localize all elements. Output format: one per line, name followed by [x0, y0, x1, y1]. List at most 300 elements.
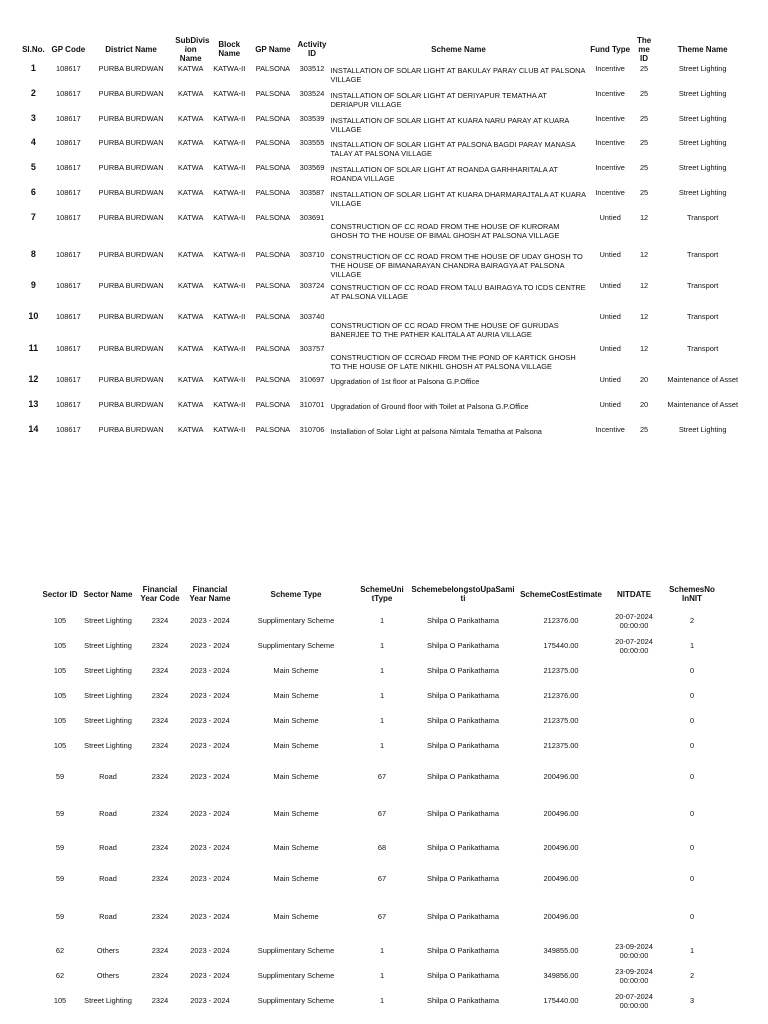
cell-fy-name: 2023 - 2024 [190, 716, 230, 725]
cell-gp-name: PALSONA [255, 114, 291, 123]
cell-gp-code: 108617 [56, 64, 81, 73]
table-row [18, 425, 750, 450]
header-district-name: District Name [105, 44, 157, 54]
cell-sector-name: Street Lighting [84, 641, 132, 650]
cell-subdivision: KATWA [177, 344, 204, 353]
cell-activity-id: 310706 [299, 425, 325, 434]
cell-fy-name: 2023 - 2024 [190, 809, 230, 818]
table-row [18, 213, 750, 250]
cell-belongs-to: Shilpa O Parikathama [427, 809, 499, 818]
cell-sector-name: Road [99, 809, 117, 818]
cell-scheme-type: Main Scheme [273, 716, 319, 725]
cell-theme-id: 25 [639, 64, 649, 73]
cell-theme-name: Maintenance of Asset [667, 400, 739, 409]
cell-fy-name: 2023 - 2024 [190, 616, 230, 625]
cell-district: PURBA BURDWAN [98, 250, 164, 259]
cell-subdivision: KATWA [177, 188, 204, 197]
cell-sector-id: 105 [53, 691, 67, 700]
cell-sector-name: Street Lighting [84, 691, 132, 700]
table-row [40, 938, 720, 963]
cell-sector-id: 59 [55, 911, 65, 921]
cell-fund-type: Incentive [595, 163, 625, 172]
cell-block: KATWA-II [213, 138, 246, 147]
cell-cost-estimate: 212375.00 [543, 716, 579, 725]
cell-activity-id: 303512 [299, 64, 325, 73]
cell-cost-estimate: 200496.00 [543, 772, 579, 781]
header-scheme-name: Scheme Name [431, 44, 486, 54]
cell-scheme-type: Main Scheme [273, 874, 319, 883]
cell-activity-id: 310701 [299, 400, 325, 409]
cell-unit-type: 1 [379, 616, 385, 625]
cell-unit-type: 1 [379, 741, 385, 750]
cell-sector-id: 105 [53, 741, 67, 750]
cell-subdivision: KATWA [177, 375, 204, 384]
cell-block: KATWA-II [213, 213, 246, 222]
cell-fy-code: 2324 [151, 946, 169, 955]
header-nit-date: NITDATE [616, 589, 652, 599]
cell-nit-date: 23-09-2024 00:00:00 [615, 966, 653, 985]
cell-cost-estimate: 200496.00 [543, 809, 579, 818]
cell-cost-estimate: 175440.00 [543, 641, 579, 650]
table-row [18, 375, 750, 400]
cell-scheme-name: INSTALLATION OF SOLAR LIGHT AT KUARA NARU PARAY AT KUARA VILLAGE [330, 116, 569, 134]
cell-fund-type: Untied [599, 213, 621, 222]
cell-block: KATWA-II [213, 344, 246, 353]
cell-scheme-name: INSTALLATION OF SOLAR LIGHT AT DERIYAPUR TEMATHA AT DERIAPUR VILLAGE [330, 91, 547, 109]
cell-cost-estimate: 200496.00 [543, 874, 579, 883]
cell-theme-name: Street Lighting [678, 138, 727, 147]
cell-district: PURBA BURDWAN [98, 188, 164, 197]
cell-scheme-type: Supplimentary Scheme [257, 996, 335, 1005]
cell-fy-code: 2324 [151, 741, 169, 750]
cell-sector-name: Street Lighting [84, 716, 132, 725]
cell-schemes-no: 1 [689, 946, 695, 955]
cell-sector-name: Road [99, 911, 117, 921]
cell-gp-code: 108617 [56, 163, 81, 172]
cell-theme-id: 20 [639, 375, 649, 384]
cell-fy-code: 2324 [151, 691, 169, 700]
cell-slno: 1 [30, 63, 36, 73]
cell-belongs-to: Shilpa O Parikathama [427, 716, 499, 725]
cell-district: PURBA BURDWAN [98, 344, 164, 353]
header-subdivision-name: SubDivis ion Name [175, 35, 210, 63]
cell-theme-id: 25 [639, 425, 649, 434]
cell-fy-name: 2023 - 2024 [190, 911, 230, 921]
cell-scheme-name: INSTALLATION OF SOLAR LIGHT AT BAKULAY PARAY CLUB AT PALSONA VILLAGE [330, 66, 585, 84]
cell-schemes-no: 0 [689, 716, 695, 725]
cell-fund-type: Incentive [595, 138, 625, 147]
cell-cost-estimate: 212375.00 [543, 666, 579, 675]
cell-subdivision: KATWA [177, 89, 204, 98]
cell-theme-name: Street Lighting [678, 89, 727, 98]
cell-gp-name: PALSONA [255, 188, 291, 197]
cell-theme-name: Street Lighting [678, 425, 727, 434]
cell-fund-type: Untied [599, 375, 621, 384]
cell-scheme-type: Supplimentary Scheme [257, 616, 335, 625]
header-gp-code: GP Code [51, 44, 86, 54]
cell-belongs-to: Shilpa O Parikathama [427, 996, 499, 1005]
cell-block: KATWA-II [213, 281, 246, 290]
table-row [18, 188, 750, 213]
cell-belongs-to: Shilpa O Parikathama [427, 911, 499, 921]
cell-fy-name: 2023 - 2024 [190, 666, 230, 675]
cell-gp-code: 108617 [56, 425, 81, 434]
header-belongs-to: SchemebelongstoUpaSami ti [411, 585, 515, 603]
cell-unit-type: 67 [377, 911, 387, 921]
cell-scheme-name: CONSTRUCTION OF CC ROAD FROM TALU BAIRAGYA TO ICDS CENTRE AT PALSONA VILLAGE [330, 283, 586, 301]
cell-unit-type: 1 [379, 946, 385, 955]
cell-gp-code: 108617 [56, 375, 81, 384]
cell-gp-name: PALSONA [255, 64, 291, 73]
cell-scheme-name: CONSTRUCTION OF CC ROAD FROM THE HOUSE OF UDAY GHOSH TO THE HOUSE OF BIMANARAYAN CHANDRA BAIRAGYA AT PALSONA VILLAGE [330, 252, 583, 279]
cell-fy-name: 2023 - 2024 [190, 874, 230, 883]
header-sector-name: Sector Name [83, 589, 133, 599]
cell-schemes-no: 0 [689, 772, 695, 781]
cell-theme-id: 12 [639, 213, 649, 222]
cell-sector-name: Street Lighting [84, 741, 132, 750]
cell-cost-estimate: 175440.00 [543, 996, 579, 1005]
cell-gp-name: PALSONA [255, 312, 291, 321]
cell-nit-date: 20-07-2024 00:00:00 [615, 991, 653, 1010]
cell-subdivision: KATWA [177, 64, 204, 73]
cell-slno: 13 [28, 399, 39, 409]
cell-cost-estimate: 349856.00 [543, 971, 579, 980]
cell-belongs-to: Shilpa O Parikathama [427, 843, 499, 852]
cell-unit-type: 1 [379, 996, 385, 1005]
header-slno: Sl.No. [22, 44, 45, 54]
cell-activity-id: 303757 [299, 344, 325, 353]
cell-nit-date: 20-07-2024 00:00:00 [615, 636, 653, 655]
cell-district: PURBA BURDWAN [98, 400, 164, 409]
table-row [40, 608, 720, 633]
table-row [18, 89, 750, 114]
cell-fy-name: 2023 - 2024 [190, 691, 230, 700]
table-row [18, 138, 750, 163]
cell-scheme-name: Upgradation of 1st floor at Palsona G.P.Office [330, 377, 480, 386]
header-schemes-no: SchemesNo InNIT [669, 585, 715, 603]
cell-theme-name: Transport [687, 344, 719, 353]
cell-theme-id: 25 [639, 163, 649, 172]
cell-block: KATWA-II [213, 163, 246, 172]
cell-theme-name: Transport [687, 312, 719, 321]
header-cost-estimate: SchemeCostEstimate [520, 589, 602, 599]
table-row [40, 708, 720, 733]
cell-unit-type: 1 [379, 691, 385, 700]
cell-gp-name: PALSONA [255, 400, 291, 409]
table-row [40, 683, 720, 708]
cell-fy-code: 2324 [151, 911, 169, 921]
table-row [40, 894, 720, 938]
cell-theme-name: Transport [687, 281, 719, 290]
cell-gp-name: PALSONA [255, 375, 291, 384]
cell-district: PURBA BURDWAN [98, 312, 164, 321]
header-gp-name: GP Name [255, 44, 291, 54]
cell-slno: 8 [30, 249, 36, 259]
cell-subdivision: KATWA [177, 312, 204, 321]
cell-activity-id: 303740 [299, 312, 325, 321]
cell-gp-code: 108617 [56, 281, 81, 290]
cell-unit-type: 67 [377, 772, 387, 781]
cell-theme-id: 12 [639, 281, 649, 290]
cell-slno: 10 [28, 311, 39, 321]
table-row [18, 400, 750, 425]
cell-fund-type: Incentive [595, 425, 625, 434]
table-row [40, 633, 720, 658]
table-row [18, 114, 750, 138]
cell-fy-code: 2324 [151, 809, 169, 818]
cell-fy-name: 2023 - 2024 [190, 772, 230, 781]
cell-scheme-type: Supplimentary Scheme [257, 971, 335, 980]
cell-activity-id: 303691 [299, 213, 325, 222]
cell-belongs-to: Shilpa O Parikathama [427, 772, 499, 781]
cell-theme-name: Transport [687, 250, 719, 259]
cell-cost-estimate: 212375.00 [543, 741, 579, 750]
cell-sector-id: 59 [55, 843, 65, 852]
cell-gp-code: 108617 [56, 344, 81, 353]
cell-schemes-no: 0 [689, 741, 695, 750]
cell-nit-date: 20-07-2024 00:00:00 [615, 611, 653, 630]
table-row [40, 863, 720, 894]
cell-sector-name: Road [99, 874, 117, 883]
cell-scheme-name: CONSTRUCTION OF CCROAD FROM THE POND OF KARTICK GHOSH TO THE HOUSE OF LATE NIKHIL GHOSH AT PALSONA VILLAGE [330, 353, 576, 371]
cell-sector-id: 105 [53, 666, 67, 675]
cell-belongs-to: Shilpa O Parikathama [427, 666, 499, 675]
cell-fy-code: 2324 [151, 772, 169, 781]
scheme-financial-header [40, 580, 720, 608]
cell-scheme-name: INSTALLATION OF SOLAR LIGHT AT PALSONA BAGDI PARAY MANASA TALAY AT PALSONA VILLAGE [330, 140, 576, 158]
cell-theme-id: 12 [639, 312, 649, 321]
cell-scheme-type: Main Scheme [273, 809, 319, 818]
cell-belongs-to: Shilpa O Parikathama [427, 641, 499, 650]
cell-theme-id: 20 [639, 400, 649, 409]
cell-scheme-type: Main Scheme [273, 666, 319, 675]
cell-activity-id: 303710 [299, 250, 325, 259]
cell-unit-type: 67 [377, 809, 387, 818]
cell-gp-name: PALSONA [255, 425, 291, 434]
cell-schemes-no: 0 [689, 809, 695, 818]
cell-gp-name: PALSONA [255, 163, 291, 172]
cell-block: KATWA-II [213, 188, 246, 197]
cell-subdivision: KATWA [177, 281, 204, 290]
cell-fy-name: 2023 - 2024 [190, 843, 230, 852]
cell-belongs-to: Shilpa O Parikathama [427, 741, 499, 750]
cell-unit-type: 67 [377, 874, 387, 883]
cell-subdivision: KATWA [177, 425, 204, 434]
header-unit-type: SchemeUni tType [360, 585, 404, 603]
cell-theme-id: 25 [639, 138, 649, 147]
table-row [40, 832, 720, 863]
cell-activity-id: 303539 [299, 114, 325, 123]
cell-gp-name: PALSONA [255, 213, 291, 222]
cell-schemes-no: 0 [689, 843, 695, 852]
cell-fy-name: 2023 - 2024 [190, 971, 230, 980]
table-row [40, 963, 720, 988]
cell-gp-name: PALSONA [255, 89, 291, 98]
header-sector-id: Sector ID [42, 589, 78, 599]
cell-scheme-name: INSTALLATION OF SOLAR LIGHT AT KUARA DHARMARAJTALA AT KUARA VILLAGE [330, 190, 586, 208]
cell-theme-id: 25 [639, 188, 649, 197]
cell-scheme-name: INSTALLATION OF SOLAR LIGHT AT ROANDA GARHHARITALA AT ROANDA VILLAGE [330, 165, 558, 183]
cell-district: PURBA BURDWAN [98, 89, 164, 98]
cell-district: PURBA BURDWAN [98, 213, 164, 222]
cell-nit-date [604, 708, 664, 733]
cell-gp-code: 108617 [56, 114, 81, 123]
cell-slno: 14 [28, 424, 39, 434]
cell-belongs-to: Shilpa O Parikathama [427, 946, 499, 955]
cell-fy-code: 2324 [151, 616, 169, 625]
cell-block: KATWA-II [213, 89, 246, 98]
scheme-financial-table [40, 580, 720, 1013]
cell-fund-type: Untied [599, 250, 621, 259]
cell-nit-date [604, 733, 664, 758]
cell-unit-type: 1 [379, 716, 385, 725]
cell-activity-id: 303524 [299, 89, 325, 98]
cell-fund-type: Incentive [595, 64, 625, 73]
cell-gp-name: PALSONA [255, 281, 291, 290]
cell-schemes-no: 3 [689, 996, 695, 1005]
cell-fund-type: Incentive [595, 114, 625, 123]
cell-sector-id: 59 [55, 772, 65, 781]
cell-subdivision: KATWA [177, 250, 204, 259]
cell-belongs-to: Shilpa O Parikathama [427, 874, 499, 883]
cell-nit-date [604, 683, 664, 708]
cell-theme-name: Street Lighting [678, 188, 727, 197]
scheme-details-table [18, 34, 750, 450]
cell-scheme-name: CONSTRUCTION OF CC ROAD FROM THE HOUSE OF KURORAM GHOSH TO THE HOUSE OF BIMAL GHOSH AT PALSONA VILLAGE [330, 222, 560, 240]
cell-fy-code: 2324 [151, 971, 169, 980]
cell-gp-code: 108617 [56, 138, 81, 147]
cell-theme-name: Transport [687, 213, 719, 222]
table-row [40, 795, 720, 832]
cell-fy-name: 2023 - 2024 [190, 996, 230, 1005]
cell-fund-type: Incentive [595, 188, 625, 197]
cell-unit-type: 1 [379, 971, 385, 980]
cell-sector-id: 105 [53, 616, 67, 625]
table-row [40, 988, 720, 1013]
header-fund-type: Fund Type [590, 44, 631, 54]
cell-gp-code: 108617 [56, 400, 81, 409]
cell-subdivision: KATWA [177, 114, 204, 123]
cell-scheme-name: Installation of Solar Light at palsona Nimtala Tematha at Palsona [330, 427, 542, 436]
header-fy-name: Financial Year Name [189, 585, 231, 603]
cell-schemes-no: 2 [689, 616, 695, 625]
cell-sector-id: 105 [53, 716, 67, 725]
cell-unit-type: 1 [379, 666, 385, 675]
cell-fy-code: 2324 [151, 716, 169, 725]
cell-slno: 11 [28, 343, 39, 353]
cell-scheme-type: Main Scheme [273, 843, 319, 852]
cell-gp-code: 108617 [56, 312, 81, 321]
cell-theme-id: 12 [639, 344, 649, 353]
cell-subdivision: KATWA [177, 400, 204, 409]
cell-sector-name: Road [99, 772, 117, 781]
cell-activity-id: 303587 [299, 188, 325, 197]
cell-fy-code: 2324 [151, 641, 169, 650]
table-row [18, 344, 750, 375]
cell-district: PURBA BURDWAN [98, 138, 164, 147]
table-row [18, 281, 750, 312]
cell-sector-id: 105 [53, 996, 67, 1005]
cell-block: KATWA-II [213, 114, 246, 123]
cell-sector-name: Others [96, 946, 120, 955]
cell-block: KATWA-II [213, 425, 246, 434]
cell-nit-date: 23-09-2024 00:00:00 [615, 941, 653, 960]
cell-slno: 7 [30, 212, 36, 222]
header-theme-id: The me ID [636, 35, 652, 63]
cell-activity-id: 310697 [299, 375, 325, 384]
cell-belongs-to: Shilpa O Parikathama [427, 971, 499, 980]
cell-block: KATWA-II [213, 250, 246, 259]
cell-scheme-name: CONSTRUCTION OF CC ROAD FROM THE HOUSE OF GURUDAS BANERJEE TO THE PATHER KALITALA AT AURIA VILLAGE [330, 321, 559, 339]
cell-sector-name: Street Lighting [84, 996, 132, 1005]
cell-fy-code: 2324 [151, 666, 169, 675]
cell-schemes-no: 0 [689, 666, 695, 675]
cell-theme-id: 25 [639, 114, 649, 123]
cell-theme-name: Street Lighting [678, 163, 727, 172]
cell-block: KATWA-II [213, 375, 246, 384]
cell-fy-name: 2023 - 2024 [190, 946, 230, 955]
cell-sector-id: 59 [55, 874, 65, 883]
cell-theme-name: Maintenance of Asset [667, 375, 739, 384]
cell-sector-name: Road [99, 843, 117, 852]
scheme-details-body [18, 64, 750, 450]
cell-district: PURBA BURDWAN [98, 163, 164, 172]
cell-sector-name: Others [96, 971, 120, 980]
table-row [40, 658, 720, 683]
cell-sector-id: 59 [55, 809, 65, 818]
cell-schemes-no: 0 [689, 911, 695, 921]
cell-scheme-type: Main Scheme [273, 741, 319, 750]
cell-gp-code: 108617 [56, 89, 81, 98]
cell-gp-name: PALSONA [255, 250, 291, 259]
cell-nit-date [604, 832, 664, 863]
table-row [18, 163, 750, 188]
cell-slno: 3 [30, 113, 36, 123]
cell-cost-estimate: 200496.00 [543, 911, 579, 921]
cell-gp-code: 108617 [56, 250, 81, 259]
cell-schemes-no: 2 [689, 971, 695, 980]
cell-scheme-type: Supplimentary Scheme [257, 946, 335, 955]
cell-gp-name: PALSONA [255, 138, 291, 147]
cell-district: PURBA BURDWAN [98, 281, 164, 290]
cell-block: KATWA-II [213, 312, 246, 321]
cell-scheme-type: Main Scheme [273, 911, 319, 921]
cell-fy-code: 2324 [151, 996, 169, 1005]
cell-nit-date [604, 863, 664, 894]
cell-fy-code: 2324 [151, 874, 169, 883]
cell-scheme-type: Main Scheme [273, 691, 319, 700]
cell-schemes-no: 0 [689, 691, 695, 700]
header-activity-id: Activity ID [297, 40, 327, 58]
table-row [40, 733, 720, 758]
cell-activity-id: 303555 [299, 138, 325, 147]
cell-scheme-type: Main Scheme [273, 772, 319, 781]
cell-nit-date [604, 795, 664, 832]
cell-gp-code: 108617 [56, 213, 81, 222]
table-row [40, 758, 720, 795]
cell-slno: 9 [30, 280, 36, 290]
cell-belongs-to: Shilpa O Parikathama [427, 691, 499, 700]
cell-unit-type: 1 [379, 641, 385, 650]
cell-scheme-type: Supplimentary Scheme [257, 641, 335, 650]
cell-sector-id: 62 [55, 971, 65, 980]
cell-subdivision: KATWA [177, 163, 204, 172]
cell-sector-name: Street Lighting [84, 666, 132, 675]
cell-subdivision: KATWA [177, 213, 204, 222]
cell-slno: 6 [30, 187, 36, 197]
cell-nit-date [604, 894, 664, 938]
table-row [18, 64, 750, 89]
